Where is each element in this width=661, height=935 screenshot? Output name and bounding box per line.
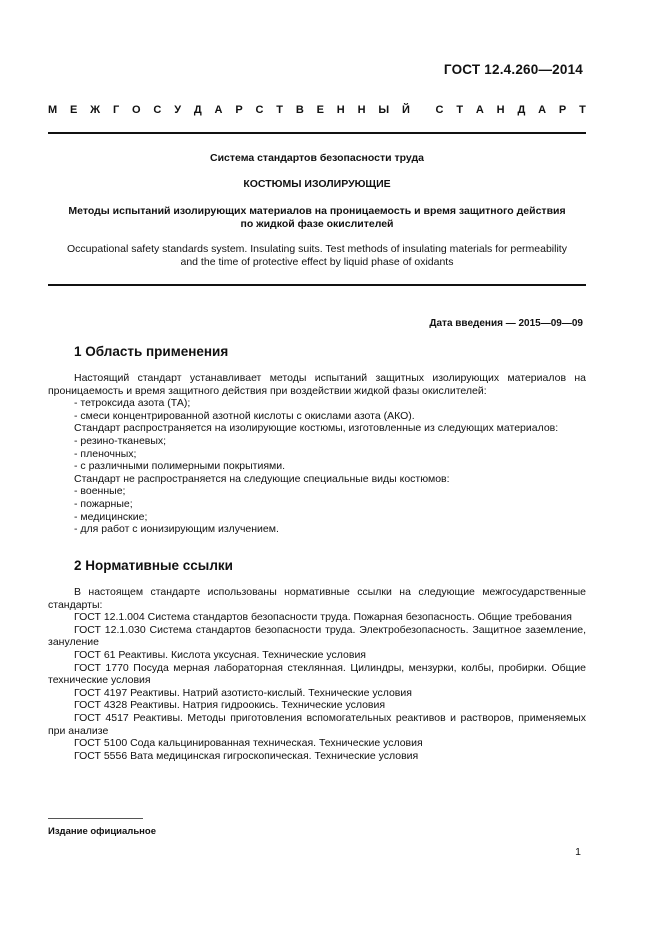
standard-code: ГОСТ 12.4.260—2014 — [443, 62, 583, 77]
page-number: 1 — [575, 846, 581, 858]
list-item: - пленочных; — [74, 447, 137, 460]
banner-letter: А — [538, 104, 547, 116]
banner-letter: Д — [193, 104, 202, 116]
list-item: - для работ с ионизирующим излучением. — [74, 523, 279, 536]
subtitle-line-2: по жидкой фазе окислителей — [240, 218, 394, 230]
reference-item: ГОСТ 5100 Сода кальцинированная техническая. Технические условия — [74, 737, 423, 750]
interstate-standard-banner — [48, 104, 586, 116]
banner-letter: Т — [276, 104, 284, 116]
banner-letter: С — [435, 104, 444, 116]
banner-letter: Т — [456, 104, 464, 116]
reference-item: ГОСТ 12.1.030 Система стандартов безопасности труда. Электробезопасность. Защитное заземление, зануление — [48, 623, 586, 649]
banner-letter: Т — [579, 104, 586, 116]
list-item: - пожарные; — [74, 497, 133, 510]
banner-letter: С — [255, 104, 264, 116]
date-of-introduction: Дата введения — 2015—09—09 — [429, 318, 583, 329]
banner-letter: Н — [357, 104, 366, 116]
banner-letter: О — [132, 104, 141, 116]
banner-letter: У — [174, 104, 182, 116]
standard-name: КОСТЮМЫ ИЗОЛИРУЮЩИЕ — [243, 178, 391, 190]
banner-letter: Й — [401, 104, 410, 116]
reference-list — [48, 611, 586, 762]
banner-letter: М — [48, 104, 58, 116]
header-rule — [48, 132, 586, 134]
paragraph: В настоящем стандарте использованы нормативные ссылки на следующие межгосударственные стандарты: — [48, 586, 586, 611]
banner-letter: Ж — [90, 104, 101, 116]
banner-letter: Н — [496, 104, 505, 116]
standard-subtitle — [48, 205, 586, 231]
reference-item: ГОСТ 61 Реактивы. Кислота уксусная. Технические условия — [74, 648, 366, 661]
english-title — [48, 243, 586, 269]
title-rule — [48, 284, 586, 286]
reference-item: ГОСТ 4517 Реактивы. Методы приготовления вспомогательных реактивов и растворов, применяемых при анализе — [48, 711, 586, 737]
reference-item: ГОСТ 4197 Реактивы. Натрий азотисто-кислый. Технические условия — [74, 686, 412, 699]
banner-letter: Г — [112, 104, 120, 116]
paragraph: Настоящий стандарт устанавливает методы испытаний защитных изолирующих материалов на проницаемость и время защитного действия при воздействии жидкой фазы окислителей: — [48, 372, 586, 397]
footer-rule — [48, 818, 143, 819]
banner-letter: Е — [316, 104, 324, 116]
banner-letter: Н — [336, 104, 345, 116]
paragraph: Стандарт распространяется на изолирующие костюмы, изготовленные из следующих материалов: — [74, 422, 559, 435]
section-references — [48, 560, 586, 762]
banner-letter: А — [475, 104, 484, 116]
list-item: - медицинские; — [74, 510, 148, 523]
subtitle-line-1: Методы испытаний изолирующих материалов на проницаемость и время защитного действия — [68, 205, 566, 217]
list-item: - резино-тканевых; — [74, 434, 167, 447]
section-scope — [48, 346, 586, 536]
reference-item: ГОСТ 4328 Реактивы. Натрия гидроокись. Технические условия — [74, 699, 386, 712]
edition-note: Издание официальное — [48, 826, 156, 837]
banner-letter: Д — [517, 104, 526, 116]
banner-letter: С — [153, 104, 162, 116]
section-body — [48, 372, 586, 536]
system-title: Система стандартов безопасности труда — [209, 152, 425, 164]
banner-letter: Р — [558, 104, 567, 116]
english-title-line-1: Occupational safety standards system. Insulating suits. Test methods of insulating materials for permeability — [67, 243, 567, 255]
list-item: - военные; — [74, 485, 126, 498]
section-heading: 1 Область применения — [74, 344, 229, 359]
banner-letter: Ы — [378, 104, 390, 116]
paragraph: Стандарт не распространяется на следующие специальные виды костюмов: — [74, 472, 450, 485]
list-item: - с различными полимерными покрытиями. — [74, 460, 286, 473]
list-item: - тетроксида азота (ТА); — [74, 397, 191, 410]
section-heading: 2 Нормативные ссылки — [74, 558, 233, 573]
reference-item: ГОСТ 5556 Вата медицинская гигроскопическая. Технические условия — [74, 749, 419, 762]
list-item: - смеси концентрированной азотной кислоты с окислами азота (АКО). — [74, 409, 415, 422]
banner-letter: Е — [70, 104, 78, 116]
banner-letter: Р — [235, 104, 243, 116]
reference-item: ГОСТ 12.1.004 Система стандартов безопасности труда. Пожарная безопасность. Общие требования — [74, 611, 572, 624]
reference-item: ГОСТ 1770 Посуда мерная лабораторная стеклянная. Цилиндры, мензурки, колбы, пробирки. Общие технические условия — [48, 661, 586, 687]
english-title-line-2: and the time of protective effect by liquid phase of oxidants — [180, 256, 454, 268]
banner-letter: В — [295, 104, 304, 116]
banner-letter: А — [214, 104, 223, 116]
